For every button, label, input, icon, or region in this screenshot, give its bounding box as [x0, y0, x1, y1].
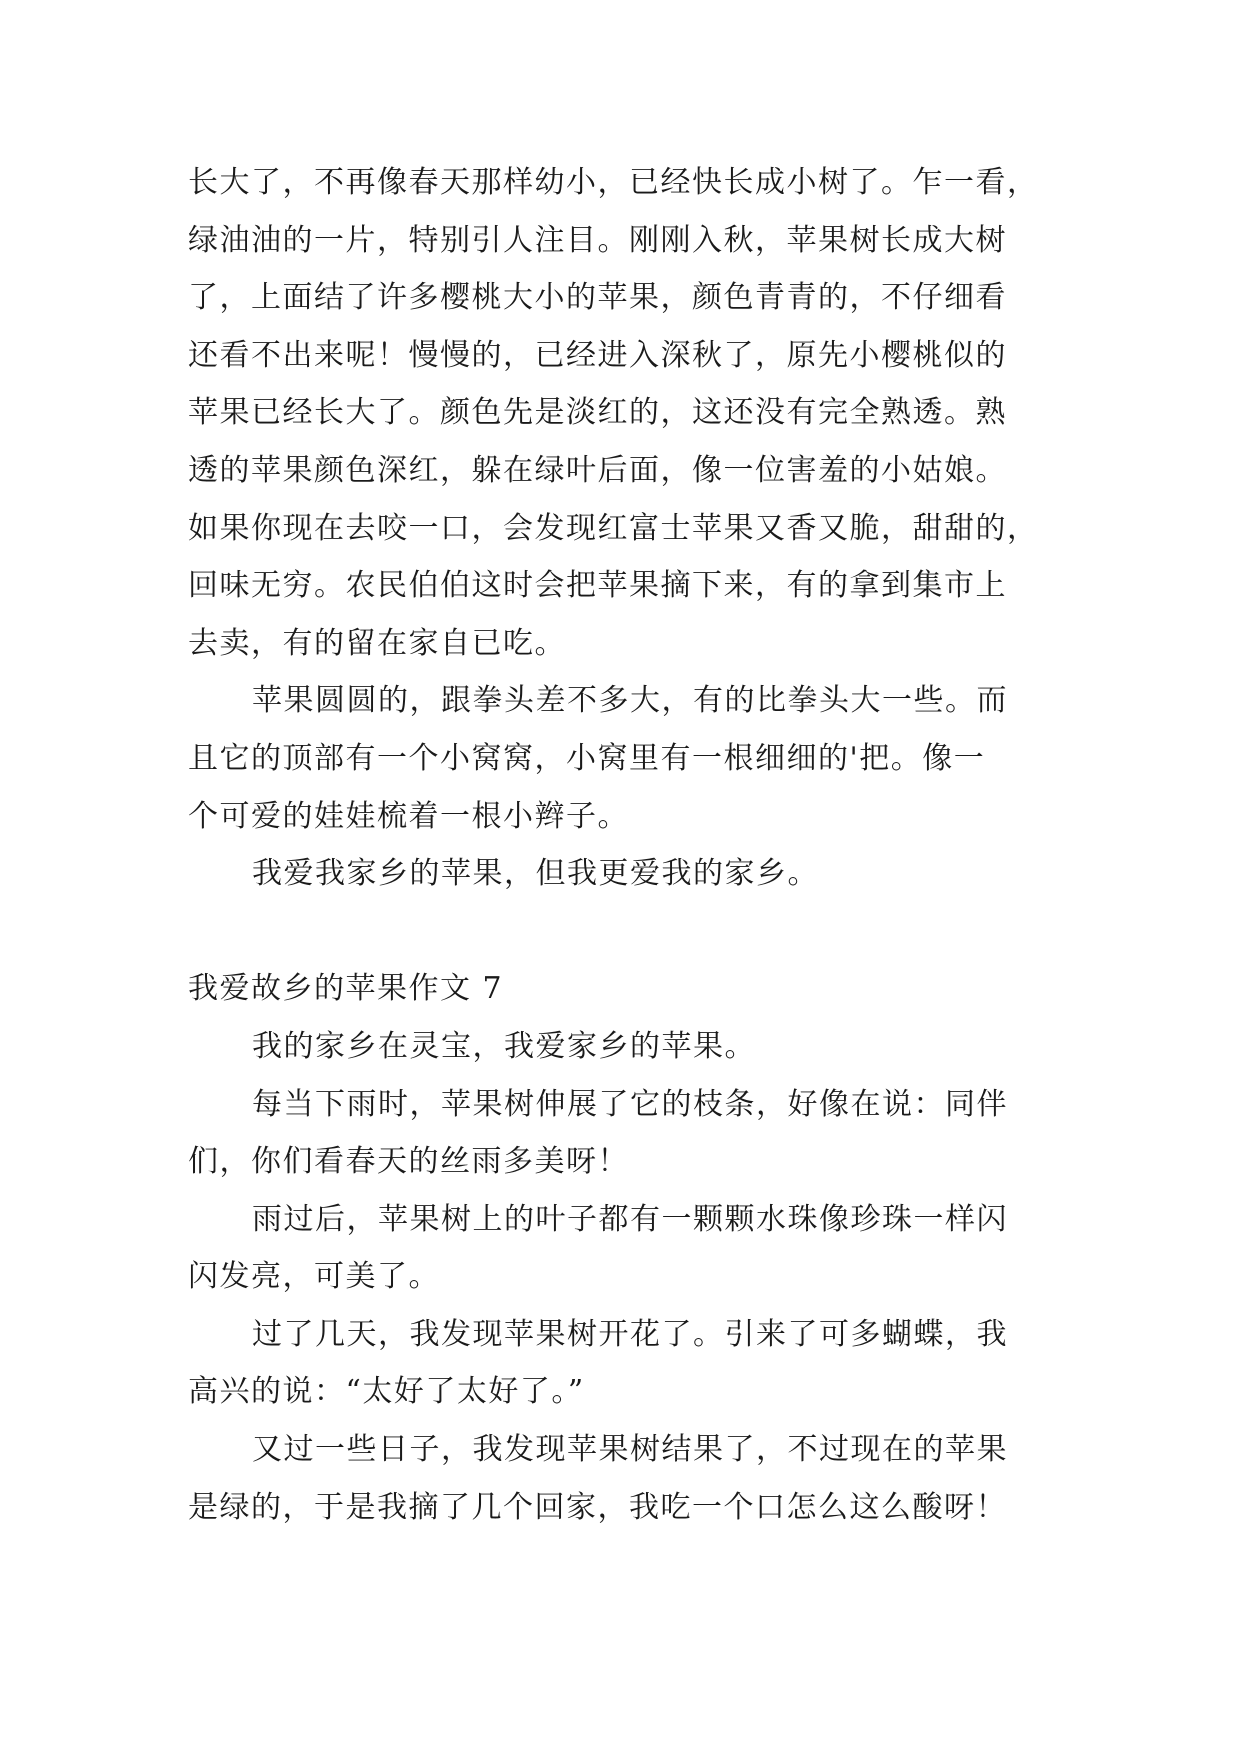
paragraph-start-line: 又过一些日子，我发现苹果树结果了，不过现在的苹果	[252, 1432, 1008, 1468]
text-line: 且它的顶部有一个小窝窝，小窝里有一根细细的'把。像一	[188, 740, 986, 776]
section-title: 我爱故乡的苹果作文 7	[188, 971, 504, 1007]
text-line: 们，你们看春天的丝雨多美呀！	[188, 1144, 629, 1180]
paragraph-start-line: 苹果圆圆的，跟拳头差不多大，有的比拳头大一些。而	[252, 683, 1008, 719]
text-line: 去卖，有的留在家自已吃。	[188, 625, 566, 661]
text-line: 了，上面结了许多樱桃大小的苹果，颜色青青的，不仔细看	[188, 280, 1007, 316]
text-line: 长大了，不再像春天那样幼小，已经快长成小树了。乍一看，	[188, 165, 1039, 200]
text-line: 苹果已经长大了。颜色先是淡红的，这还没有完全熟透。熟	[188, 395, 1007, 431]
paragraph-start-line: 我爱我家乡的苹果，但我更爱我的家乡。	[252, 856, 819, 892]
text-line: 透的苹果颜色深红，躲在绿叶后面，像一位害羞的小姑娘。	[188, 452, 1007, 488]
document-body	[188, 154, 1068, 1536]
section-gap	[188, 903, 1068, 961]
text-line: 是绿的，于是我摘了几个回家，我吃一个口怎么这么酸呀！	[188, 1489, 1007, 1525]
paragraph-start-line: 雨过后，苹果树上的叶子都有一颗颗水珠像珍珠一样闪	[252, 1201, 1008, 1237]
text-line: 还看不出来呢！慢慢的，已经进入深秋了，原先小樱桃似的	[188, 337, 1007, 373]
text-line: 绿油油的一片，特别引人注目。刚刚入秋，苹果树长成大树	[188, 222, 1007, 258]
text-line: 高兴的说：“太好了太好了。”	[188, 1374, 585, 1410]
text-line: 个可爱的娃娃梳着一根小辫子。	[188, 798, 629, 834]
text-line: 闪发亮，可美了。	[188, 1259, 440, 1295]
paragraph-start-line: 我的家乡在灵宝，我爱家乡的苹果。	[252, 1028, 756, 1064]
paragraph-start-line: 每当下雨时，苹果树伸展了它的枝条，好像在说：同伴	[252, 1086, 1008, 1122]
text-line: 如果你现在去咬一口，会发现红富士苹果又香又脆，甜甜的，	[188, 510, 1039, 546]
paragraph-start-line: 过了几天，我发现苹果树开花了。引来了可多蝴蝶，我	[252, 1316, 1008, 1352]
text-line: 回味无穷。农民伯伯这时会把苹果摘下来，有的拿到集市上	[188, 568, 1007, 604]
